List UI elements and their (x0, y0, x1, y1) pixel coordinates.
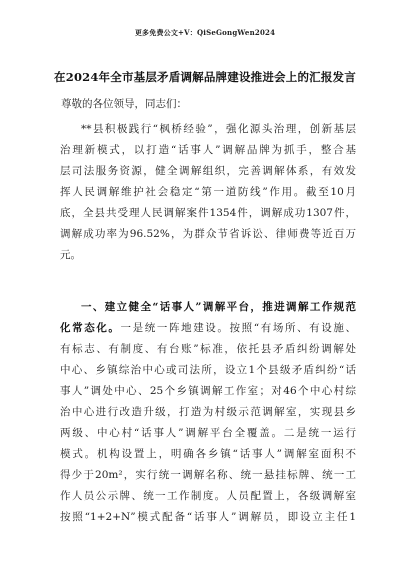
header-note: 更多免费公文+V：QiSeGongWen2024 (134, 28, 276, 37)
section-1-line: 两级、中心村“话事人”调解平台全覆盖。二是统一运行 (60, 427, 356, 439)
intro-paragraph (60, 119, 356, 266)
section-1-heading: 一、建立健全“话事人”调解平台，推进调解工作规范 (81, 301, 356, 313)
section-1-heading-tail: 化常态化。 (60, 322, 121, 334)
section-1-line: 模式。机构设置上，明确各乡镇“话事人”调解室面积不 (60, 448, 356, 460)
intro-line: 挥人民调解维护社会稳定“第一道防线”作用。截至10月 (60, 186, 356, 198)
section-1-line: 有标志、有制度、有台账”标准，依托县矛盾纠纷调解处 (60, 343, 356, 355)
intro-line: 调解成功率为96.52%，为群众节省诉讼、律师费等近百万 (60, 228, 356, 240)
section-1-line: 事人”调处中心、25个乡镇调解工作室；对46个中心村综 (60, 385, 356, 397)
section-1-paragraph (60, 297, 356, 528)
section-1-line: 中心、乡镇综治中心或司法所，设立1个县级矛盾纠纷“话 (60, 364, 356, 376)
section-1-line: 作人员公示牌、统一工作制度。人员配置上，各级调解室 (60, 490, 356, 502)
section-1-text: 一是统一阵地建设。按照“有场所、有设施、 (120, 322, 356, 334)
intro-line: 底，全县共受理人民调解案件1354件，调解成功1307件， (60, 207, 356, 219)
section-1-line (60, 318, 356, 339)
section-1-line: 得少于20m²，实行统一调解名称、统一悬挂标牌、统一工 (60, 469, 356, 481)
intro-line: **县积极践行“枫桥经验”，强化源头治理，创新基层 (81, 123, 356, 135)
section-1-line: 治中心进行改造升级，打造为村级示范调解室，实现县乡 (60, 406, 356, 418)
intro-line: 元。 (60, 249, 81, 261)
section-1-line: 按照“1+2+N”模式配备“话事人”调解员，即设立主任1 (60, 511, 356, 523)
document-title: 在2024年全市基层矛盾调解品牌建设推进会上的汇报发言 (54, 70, 356, 84)
intro-line: 层司法服务资源，健全调解组织，完善调解体系，有效发 (60, 165, 356, 177)
intro-line: 治理新模式，以打造“话事人”调解品牌为抓手，整合基 (60, 144, 356, 156)
salutation: 尊敬的各位领导，同志们： (61, 98, 187, 110)
